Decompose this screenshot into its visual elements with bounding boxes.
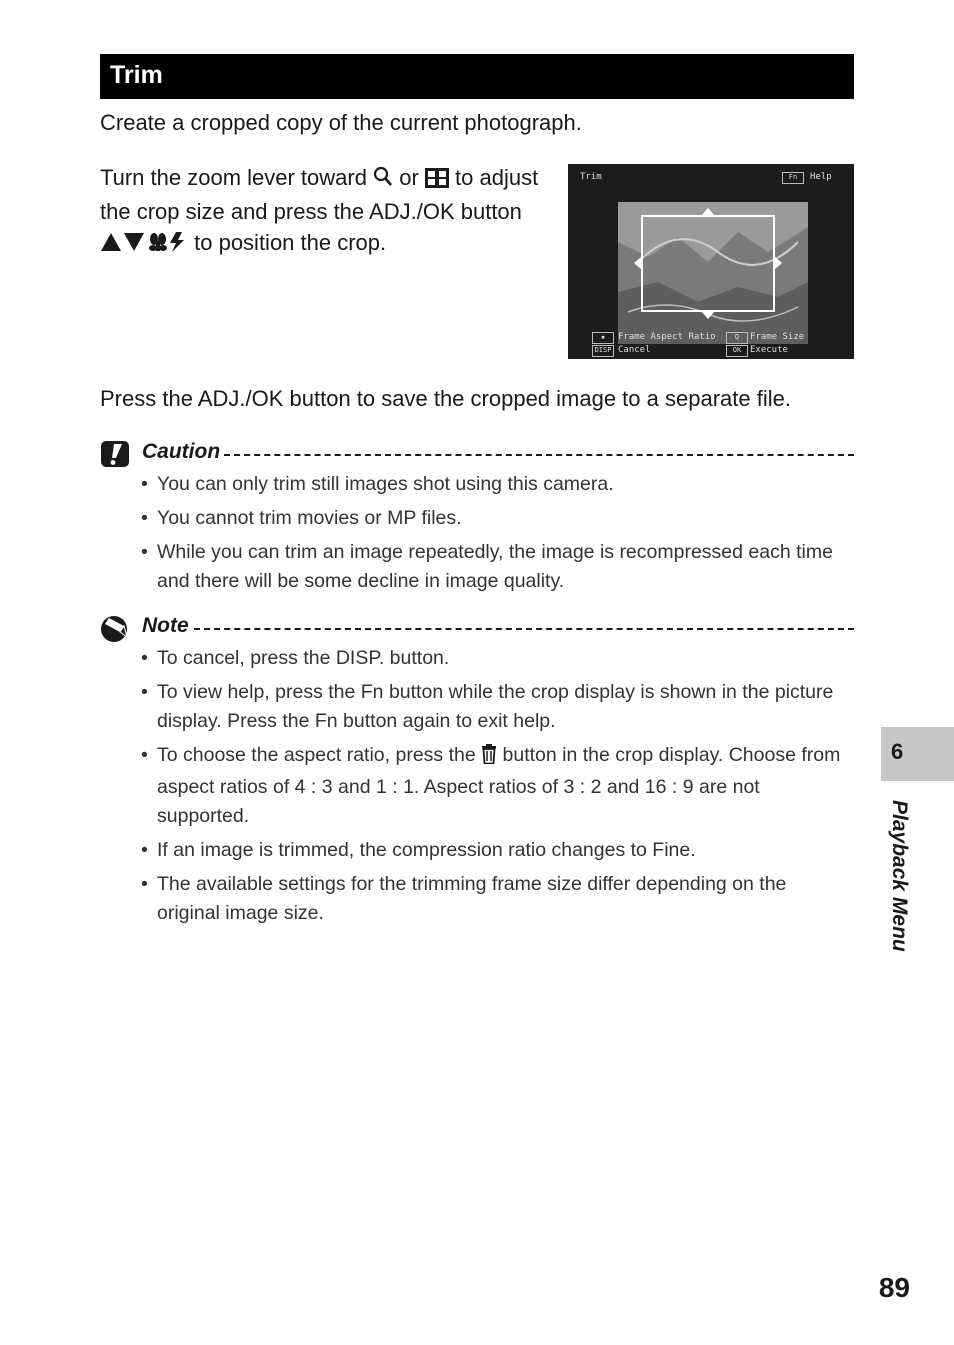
chapter-title: Playback Menu (888, 800, 911, 952)
caution-title: Caution (142, 440, 221, 463)
note-header (100, 612, 854, 640)
caution-header (100, 438, 854, 466)
list-item: • To view help, press the Fn button while the crop display is shown in the picture display. Press the Fn button again to exit help. (141, 678, 853, 736)
disp-key: DISP (592, 345, 614, 357)
chapter-tab (881, 727, 954, 781)
zoom-key: Q (726, 332, 748, 344)
note-pencil-icon (100, 613, 130, 648)
step-text-2: to adjust the crop size and press the ADJ./OK button (100, 165, 539, 224)
intro-text: Create a cropped copy of the current photograph. (100, 110, 582, 135)
list-item: • The available settings for the trimming frame size differ depending on the original image size. (141, 870, 853, 928)
caution-divider (224, 454, 854, 456)
ok-key: OK (726, 345, 748, 357)
help-label: Help (810, 172, 832, 182)
frame-aspect-label: Frame Aspect Ratio (618, 332, 716, 342)
aspect-text-after: button in the crop display. Choose from aspect ratios of 4 : 3 and 1 : 1. Aspect ratios of 3 : 2 and 16 : 9 are not supported. (157, 744, 841, 827)
cancel-label: Cancel (618, 345, 651, 355)
section-title: Trim (110, 61, 163, 89)
list-item: • If an image is trimmed, the compression ratio changes to Fine. (141, 836, 853, 865)
list-item: • To cancel, press the DISP. button. (141, 644, 853, 673)
step-text-3: to position the crop. (194, 230, 387, 255)
note-divider (194, 628, 854, 630)
list-item: • You cannot trim movies or MP files. (141, 504, 853, 533)
page-number: 89 (878, 1272, 910, 1303)
step-instructions (100, 162, 560, 261)
direction-buttons-icon (100, 230, 188, 261)
caution-list (141, 470, 853, 601)
save-instruction: Press the ADJ./OK button to save the cropped image to a separate file. (100, 386, 791, 411)
trash-icon (481, 744, 497, 773)
trash-key: ▪ (592, 332, 614, 344)
frame-size-label: Frame Size (750, 332, 805, 342)
fn-key: Fn (782, 172, 804, 184)
zoom-magnify-icon (373, 165, 393, 196)
crop-preview-image (618, 202, 808, 344)
screen-title: Trim (580, 172, 602, 182)
aspect-text-before: To choose the aspect ratio, press the (157, 744, 476, 766)
camera-crop-screen (568, 164, 854, 359)
list-item (141, 741, 853, 831)
section-header-bar (100, 54, 854, 99)
thumbnail-grid-icon (425, 165, 449, 196)
note-list (141, 644, 853, 933)
step-text-1: Turn the zoom lever toward (100, 165, 367, 190)
chapter-number: 6 (891, 739, 904, 764)
list-item: • You can only trim still images shot using this camera. (141, 470, 853, 499)
note-title: Note (142, 614, 189, 637)
caution-icon (100, 440, 130, 473)
execute-label: Execute (750, 345, 788, 355)
step-text-or: or (399, 165, 419, 190)
list-item: • While you can trim an image repeatedly, the image is recompressed each time and there will be some decline in image quality. (141, 538, 853, 596)
